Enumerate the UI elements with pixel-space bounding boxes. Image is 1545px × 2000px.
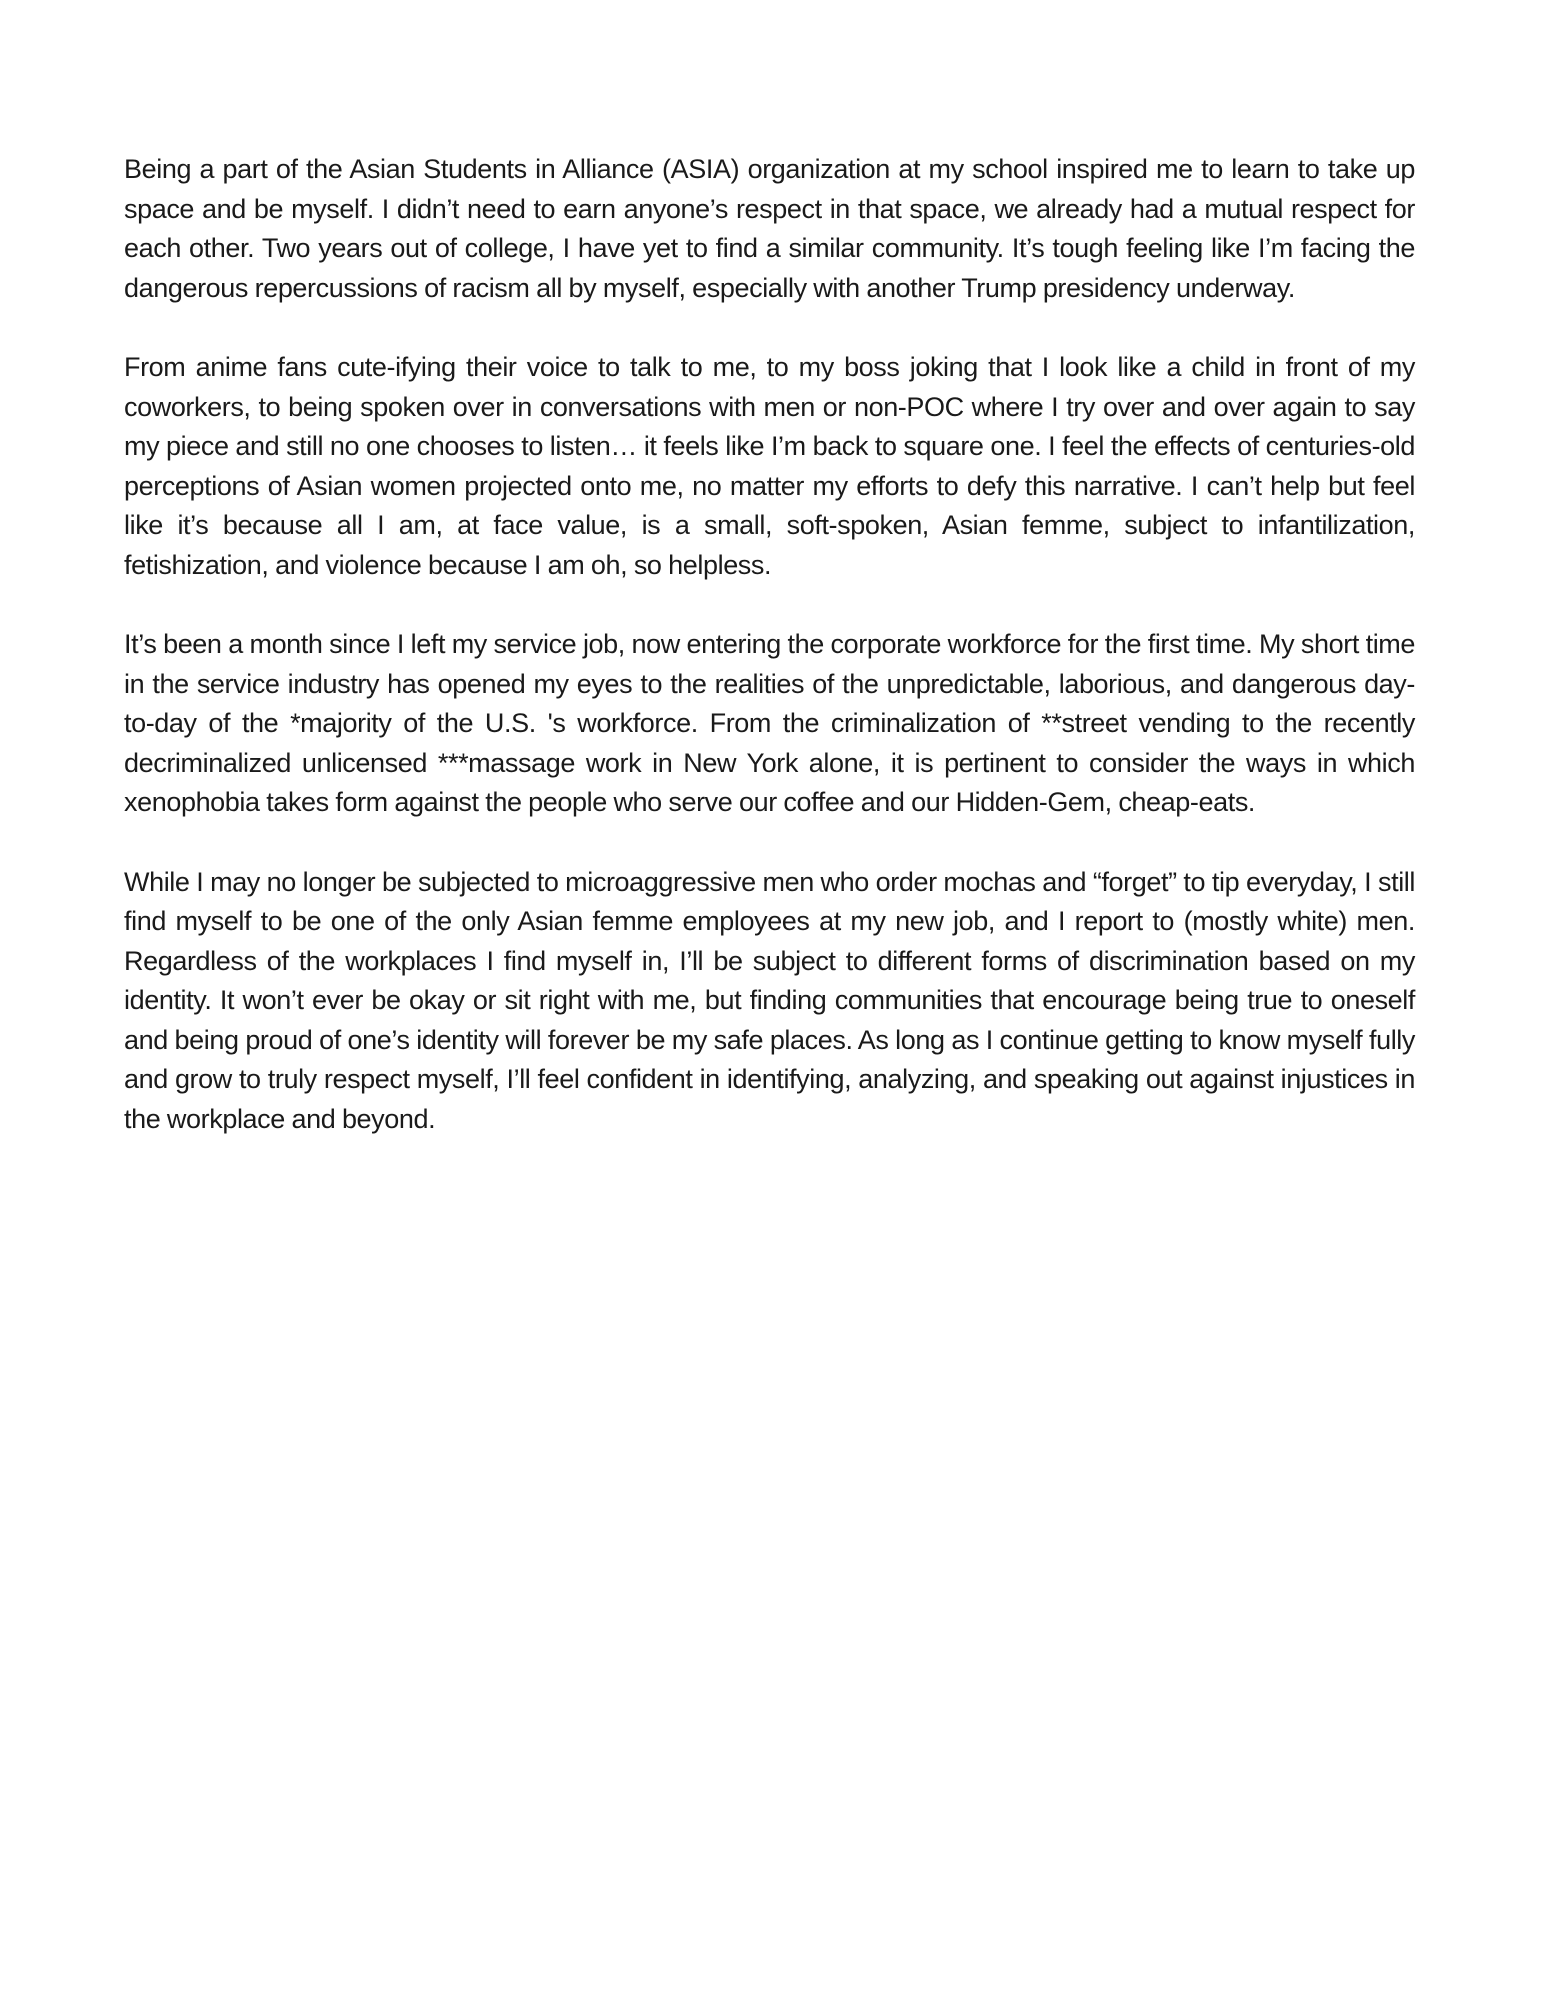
paragraph-workplace: While I may no longer be subjected to microaggressive men who order mochas and “forget” to tip everyday, I still find myself to be one of the only Asian femme employees at my new job, and I report to (mostly white) men. Regardless of the workplaces I find myself in, I’ll be subject to different forms of discrimination based on my identity. It won’t ever be okay or sit right with me, but finding communities that encourage being true to oneself and being proud of one’s identity will forever be my safe places. As long as I continue getting to know myself fully and grow to truly respect myself, I’ll feel confident in identifying, analyzing, and speaking out against injustices in the workplace and beyond. [124, 866, 1415, 1134]
paragraph-perceptions: From anime fans cute-ifying their voice to talk to me, to my boss joking that I look like a child in front of my coworkers, to being spoken over in conversations with men or non-POC where I try over and over again to say my piece and still no one chooses to listen… it feels like I’m back to square one. I feel the effects of centuries-old perceptions of Asian women projected onto me, no matter my efforts to defy this narrative. I can’t help but feel like it’s because all I am, at face value, is a small, soft-spoken, Asian femme, subject to infantilization, fetishization, and violence because I am oh, so helpless. [124, 352, 1415, 580]
document-body [124, 150, 1415, 1179]
paragraph-community: Being a part of the Asian Students in Alliance (ASIA) organization at my school inspired me to learn to take up space and be myself. I didn’t need to earn anyone’s respect in that space, we already had a mutual respect for each other. Two years out of college, I have yet to find a similar community. It’s tough feeling like I’m facing the dangerous repercussions of racism all by myself, especially with another Trump presidency underway. [124, 154, 1415, 303]
paragraph-service-work: It’s been a month since I left my service job, now entering the corporate workforce for the first time. My short time in the service industry has opened my eyes to the realities of the unpredictable, laborious, and dangerous day-to-day of the *majority of the U.S. 's workforce. From the criminalization of **street vending to the recently decriminalized unlicensed ***massage work in New York alone, it is pertinent to consider the ways in which xenophobia takes form against the people who serve our coffee and our Hidden-Gem, cheap-eats. [124, 629, 1415, 817]
